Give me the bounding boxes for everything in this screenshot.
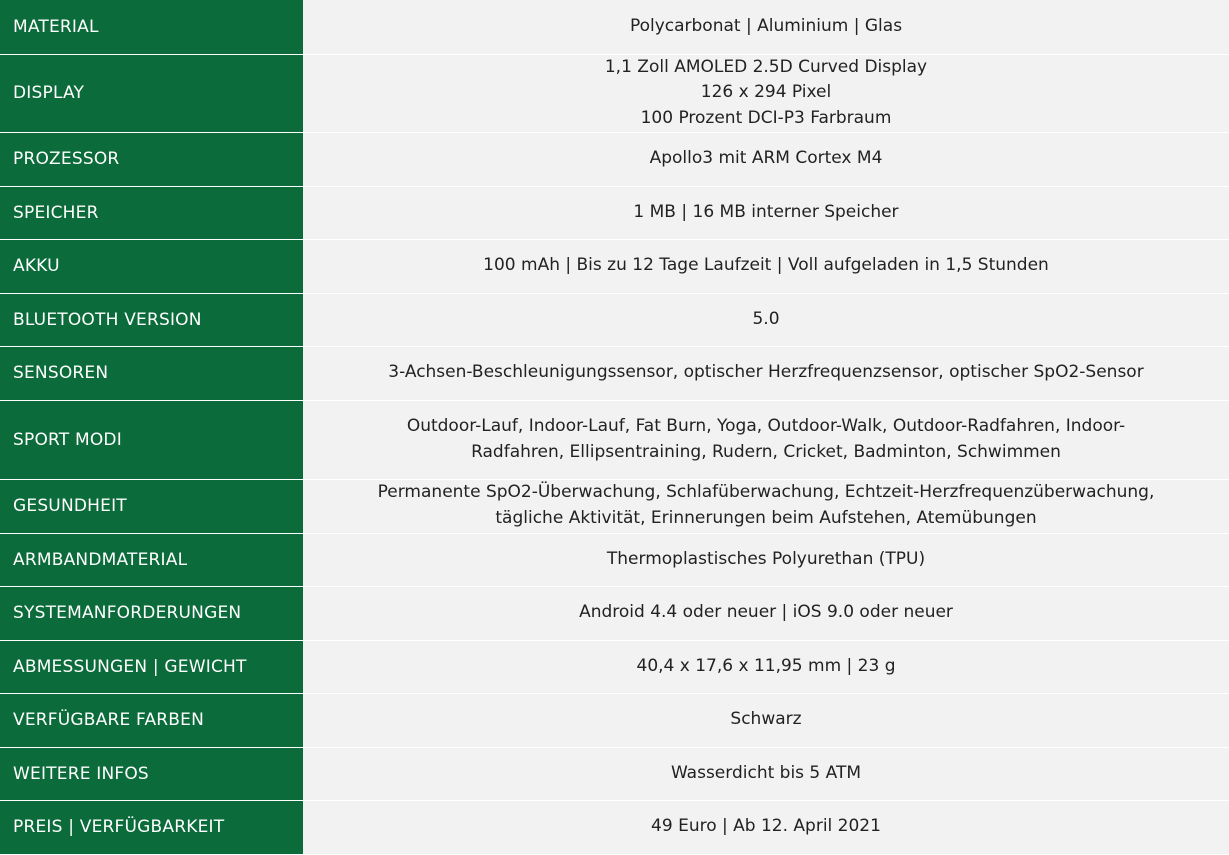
- spec-label: PROZESSOR: [0, 132, 303, 186]
- spec-value: [303, 54, 1229, 132]
- spec-value-line: 1 MB | 16 MB interner Speicher: [633, 201, 899, 222]
- spec-row-armbandmaterial: [0, 533, 1229, 586]
- spec-value: [303, 400, 1229, 479]
- spec-row-bluetooth-version: [0, 293, 1229, 346]
- spec-value: [303, 747, 1229, 800]
- spec-row-sensoren: [0, 346, 1229, 400]
- spec-row-speicher: [0, 186, 1229, 239]
- spec-label: ARMBANDMATERIAL: [0, 533, 303, 586]
- spec-value-line: 100 Prozent DCI-P3 Farbraum: [640, 107, 892, 128]
- spec-row-preis-verfuegbarkeit: [0, 800, 1229, 854]
- spec-row-sport-modi: [0, 400, 1229, 479]
- spec-row-abmessungen-gewicht: [0, 640, 1229, 693]
- spec-label: SENSOREN: [0, 346, 303, 400]
- spec-value: [303, 693, 1229, 747]
- spec-row-akku: [0, 239, 1229, 293]
- spec-label: GESUNDHEIT: [0, 479, 303, 533]
- spec-value: [303, 533, 1229, 586]
- spec-label: ABMESSUNGEN | GEWICHT: [0, 640, 303, 693]
- spec-label: BLUETOOTH VERSION: [0, 293, 303, 346]
- spec-value-line: 126 x 294 Pixel: [700, 82, 832, 103]
- spec-label: PREIS | VERFÜGBARKEIT: [0, 800, 303, 854]
- spec-value-line: Radfahren, Ellipsentraining, Rudern, Cricket, Badminton, Schwimmen: [471, 441, 1061, 462]
- spec-row-material: [0, 0, 1229, 54]
- spec-label: WEITERE INFOS: [0, 747, 303, 800]
- spec-value: [303, 586, 1229, 640]
- spec-value: [303, 239, 1229, 293]
- spec-value-line: Permanente SpO2-Überwachung, Schlafüberwachung, Echtzeit-Herzfrequenzüberwachung,: [377, 482, 1155, 503]
- spec-value: [303, 640, 1229, 693]
- spec-label: DISPLAY: [0, 54, 303, 132]
- spec-value-line: tägliche Aktivität, Erinnerungen beim Aufstehen, Atemübungen: [495, 508, 1037, 528]
- spec-value: [303, 186, 1229, 239]
- spec-value-line: 100 mAh | Bis zu 12 Tage Laufzeit | Voll aufgeladen in 1,5 Stunden: [483, 255, 1049, 276]
- spec-value: [303, 132, 1229, 186]
- spec-row-prozessor: [0, 132, 1229, 186]
- spec-value: [303, 800, 1229, 854]
- spec-label: VERFÜGBARE FARBEN: [0, 693, 303, 747]
- spec-value-line: 5.0: [752, 308, 780, 329]
- spec-value: [303, 346, 1229, 400]
- spec-value-line: 40,4 x 17,6 x 11,95 mm | 23 g: [636, 655, 896, 676]
- spec-value-line: Schwarz: [730, 709, 802, 730]
- spec-value-line: Polycarbonat | Aluminium | Glas: [629, 15, 903, 36]
- spec-value: [303, 479, 1229, 533]
- spec-value: [303, 293, 1229, 346]
- spec-label: SYSTEMANFORDERUNGEN: [0, 586, 303, 640]
- spec-row-weitere-infos: [0, 747, 1229, 800]
- spec-value-line: 49 Euro | Ab 12. April 2021: [651, 816, 881, 837]
- spec-value-line: 3-Achsen-Beschleunigungssensor, optischer Herzfrequenzsensor, optischer SpO2-Sensor: [388, 362, 1144, 383]
- spec-value-line: Thermoplastisches Polyurethan (TPU): [606, 548, 926, 569]
- spec-value: [303, 0, 1229, 54]
- spec-row-systemanforderungen: [0, 586, 1229, 640]
- spec-value-line: Apollo3 mit ARM Cortex M4: [649, 148, 883, 169]
- spec-label: SPEICHER: [0, 186, 303, 239]
- spec-value-line: Wasserdicht bis 5 ATM: [670, 762, 862, 783]
- spec-label: SPORT MODI: [0, 400, 303, 479]
- spec-row-gesundheit: [0, 479, 1229, 533]
- spec-label: MATERIAL: [0, 0, 303, 54]
- spec-row-display: [0, 54, 1229, 132]
- spec-value-line: Android 4.4 oder neuer | iOS 9.0 oder neuer: [579, 602, 953, 623]
- spec-row-verfuegbare-farben: [0, 693, 1229, 747]
- spec-label: AKKU: [0, 239, 303, 293]
- spec-value-line: 1,1 Zoll AMOLED 2.5D Curved Display: [604, 56, 928, 77]
- spec-value-line: Outdoor-Lauf, Indoor-Lauf, Fat Burn, Yoga, Outdoor-Walk, Outdoor-Radfahren, Indoor-: [406, 415, 1126, 436]
